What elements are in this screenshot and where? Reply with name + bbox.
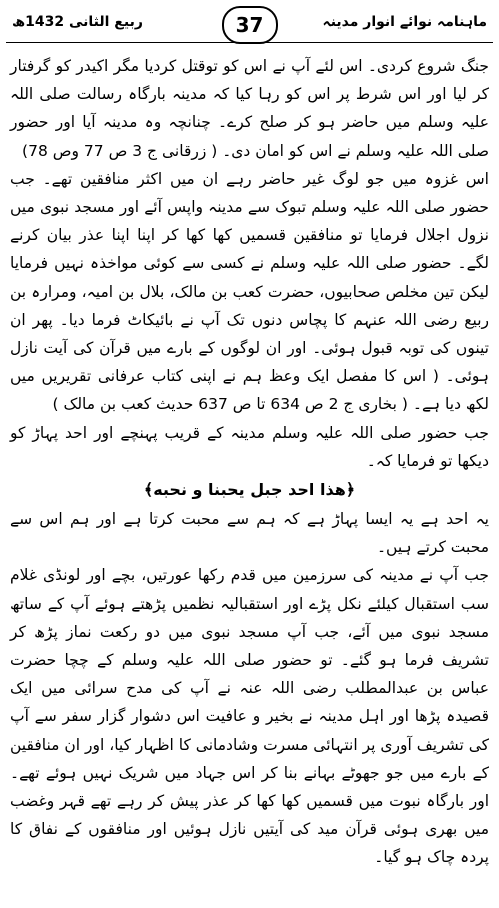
header-divider: [6, 42, 493, 43]
paragraph: اس غزوہ میں جو لوگ غیر حاضر رہے ان میں اکثر منافقین تھے۔ جب حضور صلی اللہ علیہ وسلم تبوک سے مدینہ واپس آئے اور مسجد نبوی میں نزول اجلال فرمایا تو منافقین قسمیں کھا کھا کر اپنا اپنا عذر بیان کرنے لگے۔ حضور صلی اللہ علیہ وسلم نے کسی سے کوئی مواخذہ نہیں فرمایا لیکن تین مخلص صحابیوں، حضرت کعب بن مالک، بلال بن امیہ، ومرارہ بن ربیع رضی اللہ عنہم کا پچاس دنوں تک آپ نے بائیکاٹ فرما دیا۔ پھر ان تینوں کی توبہ قبول ہوئی۔ اور ان لوگوں کے بارے میں قرآن کی آیت نازل ہوئی۔ ( اس کا مفصل ایک وعظ ہم نے اپنی کتاب عرفانی تقریریں میں لکھ دیا ہے۔ ( بخاری ج 2 ص 634 تا ص 637 حدیث کعب بن مالک ): [10, 169, 489, 414]
magazine-title: ماہنامہ نوائے انوار مدینہ: [322, 14, 487, 30]
issue-date: ربیع الثانی 1432ھ: [12, 14, 143, 30]
page-number: 37: [222, 6, 278, 44]
paragraph: یہ احد ہے یہ ایسا پہاڑ ہے کہ ہم سے محبت کرتا ہے اور ہم اس سے محبت کرتے ہیں۔: [10, 510, 489, 557]
arabic-hadith-heading: ﴿هذا احد جبل يحبنا و نحبه﴾: [143, 480, 356, 500]
paragraph: جب آپ نے مدینہ کی سرزمین میں قدم رکھا عورتیں، بچے اور لونڈی غلام سب استقبال کیلئے نکل پڑے اور استقبالیہ نظمیں پڑھتے ہوئے آپ کے ساتھ مسجد نبوی میں آئے، جب آپ مسجد نبوی میں دو رکعت نماز پڑھ کر تشریف فرما ہو گئے۔ تو حضور صلی اللہ علیہ وسلم کے چچا حضرت عباس بن عبدالمطلب رضی اللہ عنہ نے آپ کی مدح سرائی میں ایک قصیدہ پڑھا اور اہل مدینہ نے بخیر و عافیت اس دشوار گزار سفر سے آپ کی تشریف آوری پر انتہائی مسرت وشادمانی کا اظہار کیا، اور ان منافقین کے بارے میں جو جھوٹے بہانے بنا کر اس جہاد میں شریک نہیں ہوئے تھے۔ اور بارگاہ نبوت میں قسمیں کھا کھا کر عذر پیش کر رہے تھے قہر وغضب میں بھری ہوئی قرآن مید کی آیتیں نازل ہوئیں اور منافقوں کے نفاق کا پردہ چاک ہو گیا۔: [10, 566, 489, 867]
article-body: [10, 52, 489, 902]
page-header: [8, 4, 491, 44]
paragraph: جنگ شروع کردی۔ اس لئے آپ نے اس کو توقتل کردیا مگر اکیدر کو گرفتار کر لیا اور اس شرط پر اس کو رہا کیا کہ مدینہ بارگاہ رسالت صلی اللہ علیہ وسلم میں حاضر ہو کر صلح کرے۔ چنانچہ وہ مدینہ آیا اور حضور صلی اللہ علیہ وسلم نے اس کو امان دی۔ ( زرقانی ج 3 ص 77 وص 78): [10, 57, 489, 160]
paragraph: جب حضور صلی اللہ علیہ وسلم مدینہ کے قریب پہنچے اور احد پہاڑ کو دیکھا تو فرمایا کہ۔: [10, 423, 489, 470]
